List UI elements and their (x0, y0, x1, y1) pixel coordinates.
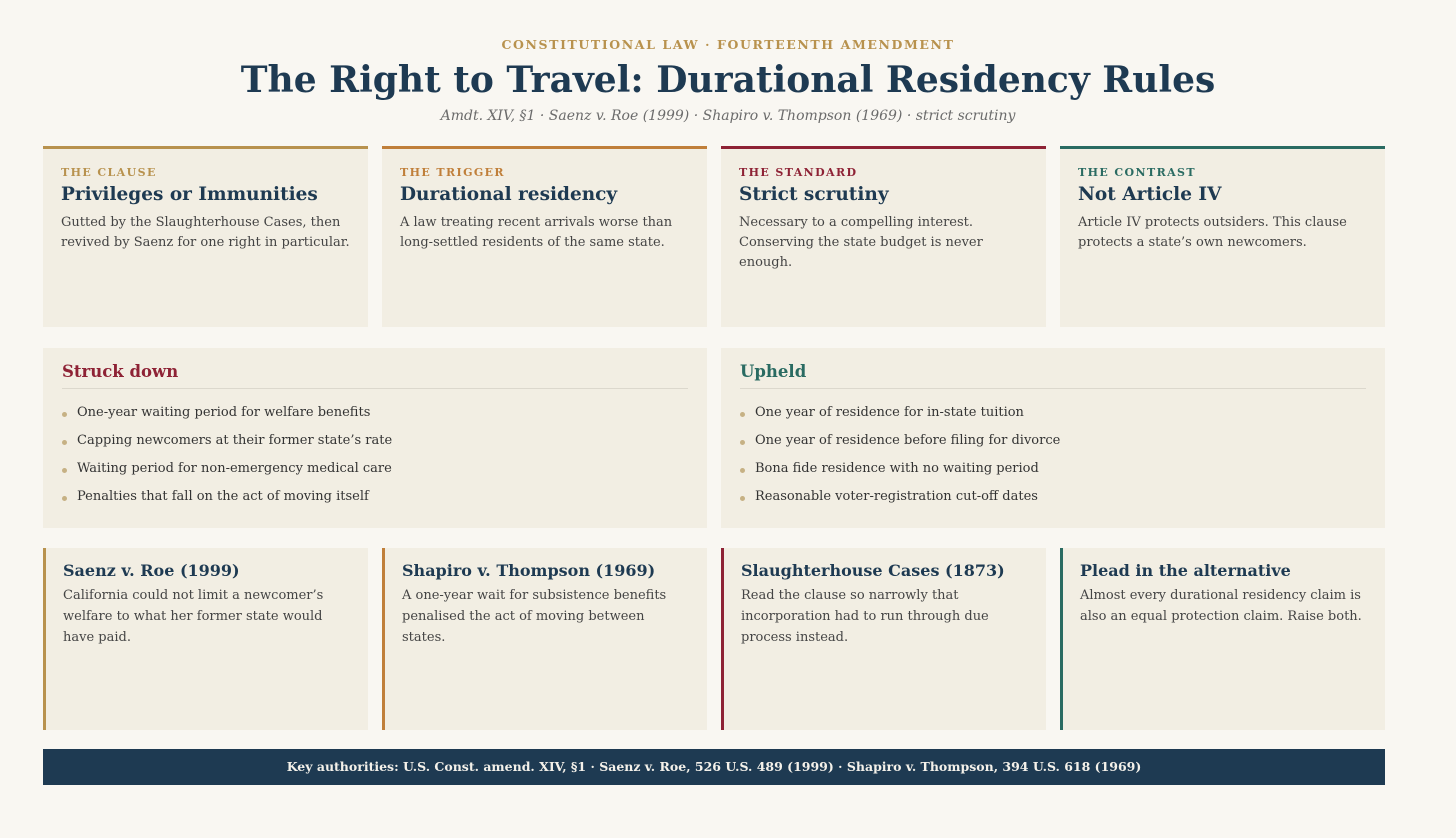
case-card-plead-alternative (1060, 548, 1385, 730)
case-card-saenz (43, 548, 368, 730)
card-heading: Strict scrutiny (739, 184, 889, 205)
list-item (62, 403, 688, 431)
case-heading: Plead in the alternative (1080, 561, 1291, 580)
struck-down-list (62, 403, 688, 515)
bullet-icon (740, 468, 745, 473)
case-heading: Shapiro v. Thompson (1969) (402, 561, 656, 580)
list-item-text: Reasonable voter-registration cut-off dates (755, 489, 1038, 504)
page-subtitle: Amdt. XIV, §1 · Saenz v. Roe (1999) · Shapiro v. Thompson (1969) · strict scrutiny (440, 108, 1016, 124)
struck-down-heading: Struck down (62, 362, 688, 389)
case-heading: Saenz v. Roe (1999) (63, 561, 240, 580)
card-heading: Not Article IV (1078, 184, 1222, 205)
bullet-icon (740, 440, 745, 445)
card-kicker: THE CLAUSE (61, 166, 157, 179)
upheld-heading: Upheld (740, 362, 1366, 389)
card-the-contrast (1060, 146, 1385, 327)
case-body: California could not limit a newcomer’s welfare to what her former state would have paid. (63, 588, 324, 645)
list-item (740, 431, 1366, 459)
bullet-icon (62, 496, 67, 501)
case-body: Almost every durational residency claim is also an equal protection claim. Raise both. (1080, 588, 1362, 624)
list-item-text: Penalties that fall on the act of moving itself (77, 489, 369, 504)
card-body: Gutted by the Slaughterhouse Cases, then revived by Saenz for one right in particular. (61, 215, 350, 250)
card-kicker: THE CONTRAST (1078, 166, 1196, 179)
list-item (740, 403, 1366, 431)
case-card-slaughterhouse (721, 548, 1046, 730)
bullet-icon (62, 440, 67, 445)
card-body: A law treating recent arrivals worse than long-settled residents of the same state. (400, 215, 673, 250)
card-heading: Durational residency (400, 184, 618, 205)
list-item (62, 487, 688, 515)
list-item (62, 459, 688, 487)
bullet-icon (740, 496, 745, 501)
bullet-icon (740, 412, 745, 417)
list-item-text: Capping newcomers at their former state’s rate (77, 433, 393, 448)
list-item (740, 459, 1366, 487)
card-body: Necessary to a compelling interest. Conserving the state budget is never enough. (739, 215, 983, 270)
list-item-text: Waiting period for non-emergency medical care (77, 461, 392, 476)
eyebrow: CONSTITUTIONAL LAW · FOURTEENTH AMENDMENT (501, 37, 955, 52)
list-item-text: One-year waiting period for welfare benefits (77, 405, 371, 420)
list-item (740, 487, 1366, 515)
bullet-icon (62, 468, 67, 473)
card-body: Article IV protects outsiders. This clause protects a state’s own newcomers. (1078, 215, 1347, 250)
card-the-trigger (382, 146, 707, 327)
list-item-text: One year of residence before filing for divorce (755, 433, 1061, 448)
bullet-icon (62, 412, 67, 417)
card-heading: Privileges or Immunities (61, 184, 318, 205)
upheld-list (740, 403, 1366, 515)
case-body: A one-year wait for subsistence benefits penalised the act of moving between states. (402, 588, 667, 645)
case-card-shapiro (382, 548, 707, 730)
case-heading: Slaughterhouse Cases (1873) (741, 561, 1005, 580)
list-item (62, 431, 688, 459)
card-kicker: THE TRIGGER (400, 166, 505, 179)
card-the-standard (721, 146, 1046, 327)
upheld-panel (721, 348, 1385, 528)
page-title: The Right to Travel: Durational Residency Rules (240, 59, 1216, 101)
struck-down-panel (43, 348, 707, 528)
card-kicker: THE STANDARD (739, 166, 858, 179)
list-item-text: One year of residence for in-state tuition (755, 405, 1024, 420)
card-the-clause (43, 146, 368, 327)
list-item-text: Bona fide residence with no waiting period (755, 461, 1039, 476)
case-body: Read the clause so narrowly that incorporation had to run through due process instead. (741, 588, 989, 645)
key-authorities-footer: Key authorities: U.S. Const. amend. XIV, §1 · Saenz v. Roe, 526 U.S. 489 (1999) · Shapiro v. Thompson, 394 U.S. 618 (1969) (43, 749, 1385, 785)
